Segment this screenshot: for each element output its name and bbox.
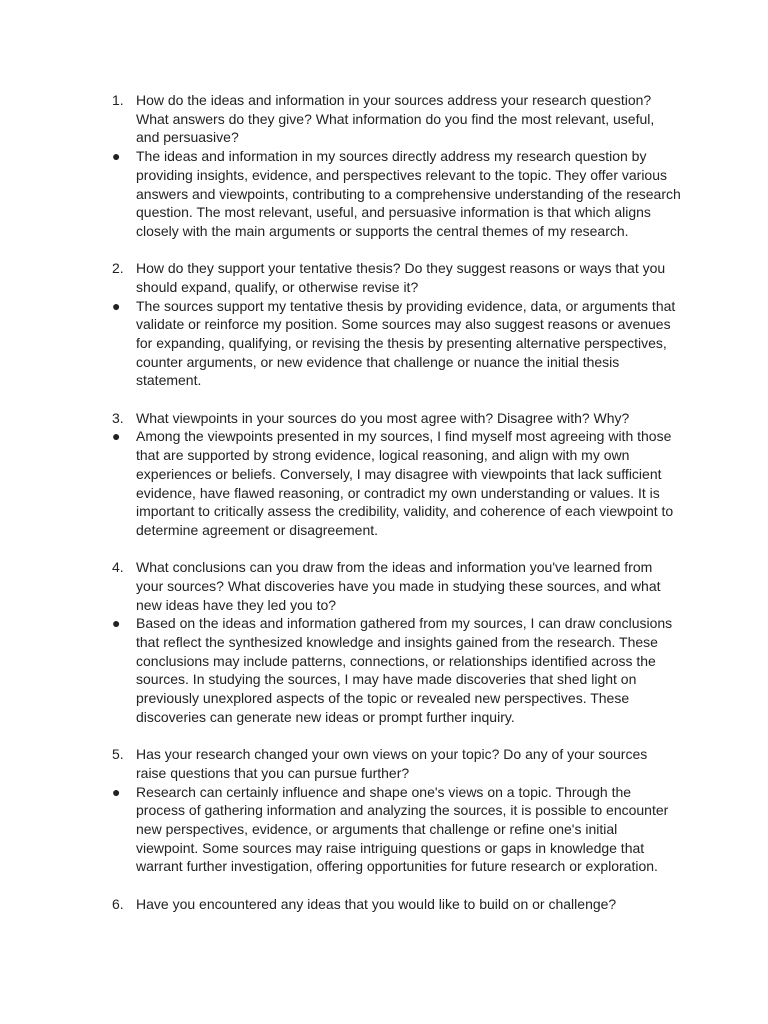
bullet-icon: ● (112, 615, 121, 632)
question-text: How do they support your tentative thesis? Do they suggest reasons or ways that you should expand, qualify, or otherwise revise it? (136, 260, 666, 295)
question-number: 2. (112, 260, 124, 277)
question-text: What viewpoints in your sources do you most agree with? Disagree with? Why? (136, 409, 630, 426)
question-text: How do the ideas and information in your sources address your research question? What answers do they give? What information do you find the most relevant, useful, and persuasive? (136, 92, 655, 146)
question-number: 6. (112, 895, 124, 912)
answer-text: Based on the ideas and information gathered from my sources, I can draw conclusions that reflect the synthesized knowledge and insights gained from the research. These conclusions may include patterns, connections, or relationships identified across the sources. In studying the sources, I may have made discoveries that shed light on previously unexplored aspects of the topic or revealed new perspectives. These discoveries can generate new ideas or prompt further inquiry. (136, 615, 673, 725)
question-1 (0, 91, 768, 147)
document-body (0, 91, 768, 913)
question-text: Have you encountered any ideas that you would like to build on or challenge? (136, 895, 617, 912)
question-2 (0, 259, 768, 296)
question-6 (0, 895, 768, 914)
question-3 (0, 409, 768, 428)
question-number: 5. (112, 746, 124, 763)
question-5 (0, 745, 768, 782)
answer-text: Among the viewpoints presented in my sources, I find myself most agreeing with those that are supported by strong evidence, logical reasoning, and align with my own experiences or beliefs. Conversely, I may disagree with viewpoints that lack sufficient evidence, have flawed reasoning, or contradict my own understanding or values. It is important to critically assess the credibility, validity, and coherence of each viewpoint to determine agreement or disagreement. (136, 428, 674, 538)
question-number: 3. (112, 409, 124, 426)
question-number: 1. (112, 92, 124, 108)
bullet-icon: ● (112, 783, 121, 800)
answer-1 (0, 147, 768, 241)
answer-text: The ideas and information in my sources directly address my research question by providing insights, evidence, and perspectives relevant to the topic. They offer various answers and viewpoints, contributing to a comprehensive understanding of the research question. The most relevant, useful, and persuasive information is that which aligns closely with the main arguments or supports the central themes of my research. (136, 148, 681, 239)
bullet-icon: ● (112, 428, 121, 445)
answer-text: The sources support my tentative thesis by providing evidence, data, or arguments that validate or reinforce my position. Some sources may also suggest reasons or avenues for expanding, qualifying, or revising the thesis by presenting alternative perspectives, counter arguments, or new evidence that challenge or nuance the initial thesis statement. (136, 297, 676, 389)
answer-5 (0, 783, 768, 877)
answer-2 (0, 297, 768, 391)
answer-4 (0, 614, 768, 726)
question-number: 4. (112, 559, 124, 576)
question-4 (0, 558, 768, 614)
bullet-icon: ● (112, 297, 121, 314)
answer-text: Research can certainly influence and shape one's views on a topic. Through the process of gathering information and analyzing the sources, it is possible to encounter new perspectives, evidence, or arguments that challenge or refine one's initial viewpoint. Some sources may raise intriguing questions or gaps in knowledge that warrant further investigation, offering opportunities for future research or exploration. (136, 783, 669, 875)
answer-3 (0, 427, 768, 539)
bullet-icon: ● (112, 148, 121, 165)
question-text: Has your research changed your own views on your topic? Do any of your sources raise questions that you can pursue further? (136, 746, 648, 781)
question-text: What conclusions can you draw from the ideas and information you've learned from your sources? What discoveries have you made in studying these sources, and what new ideas have they led you to? (136, 559, 661, 613)
